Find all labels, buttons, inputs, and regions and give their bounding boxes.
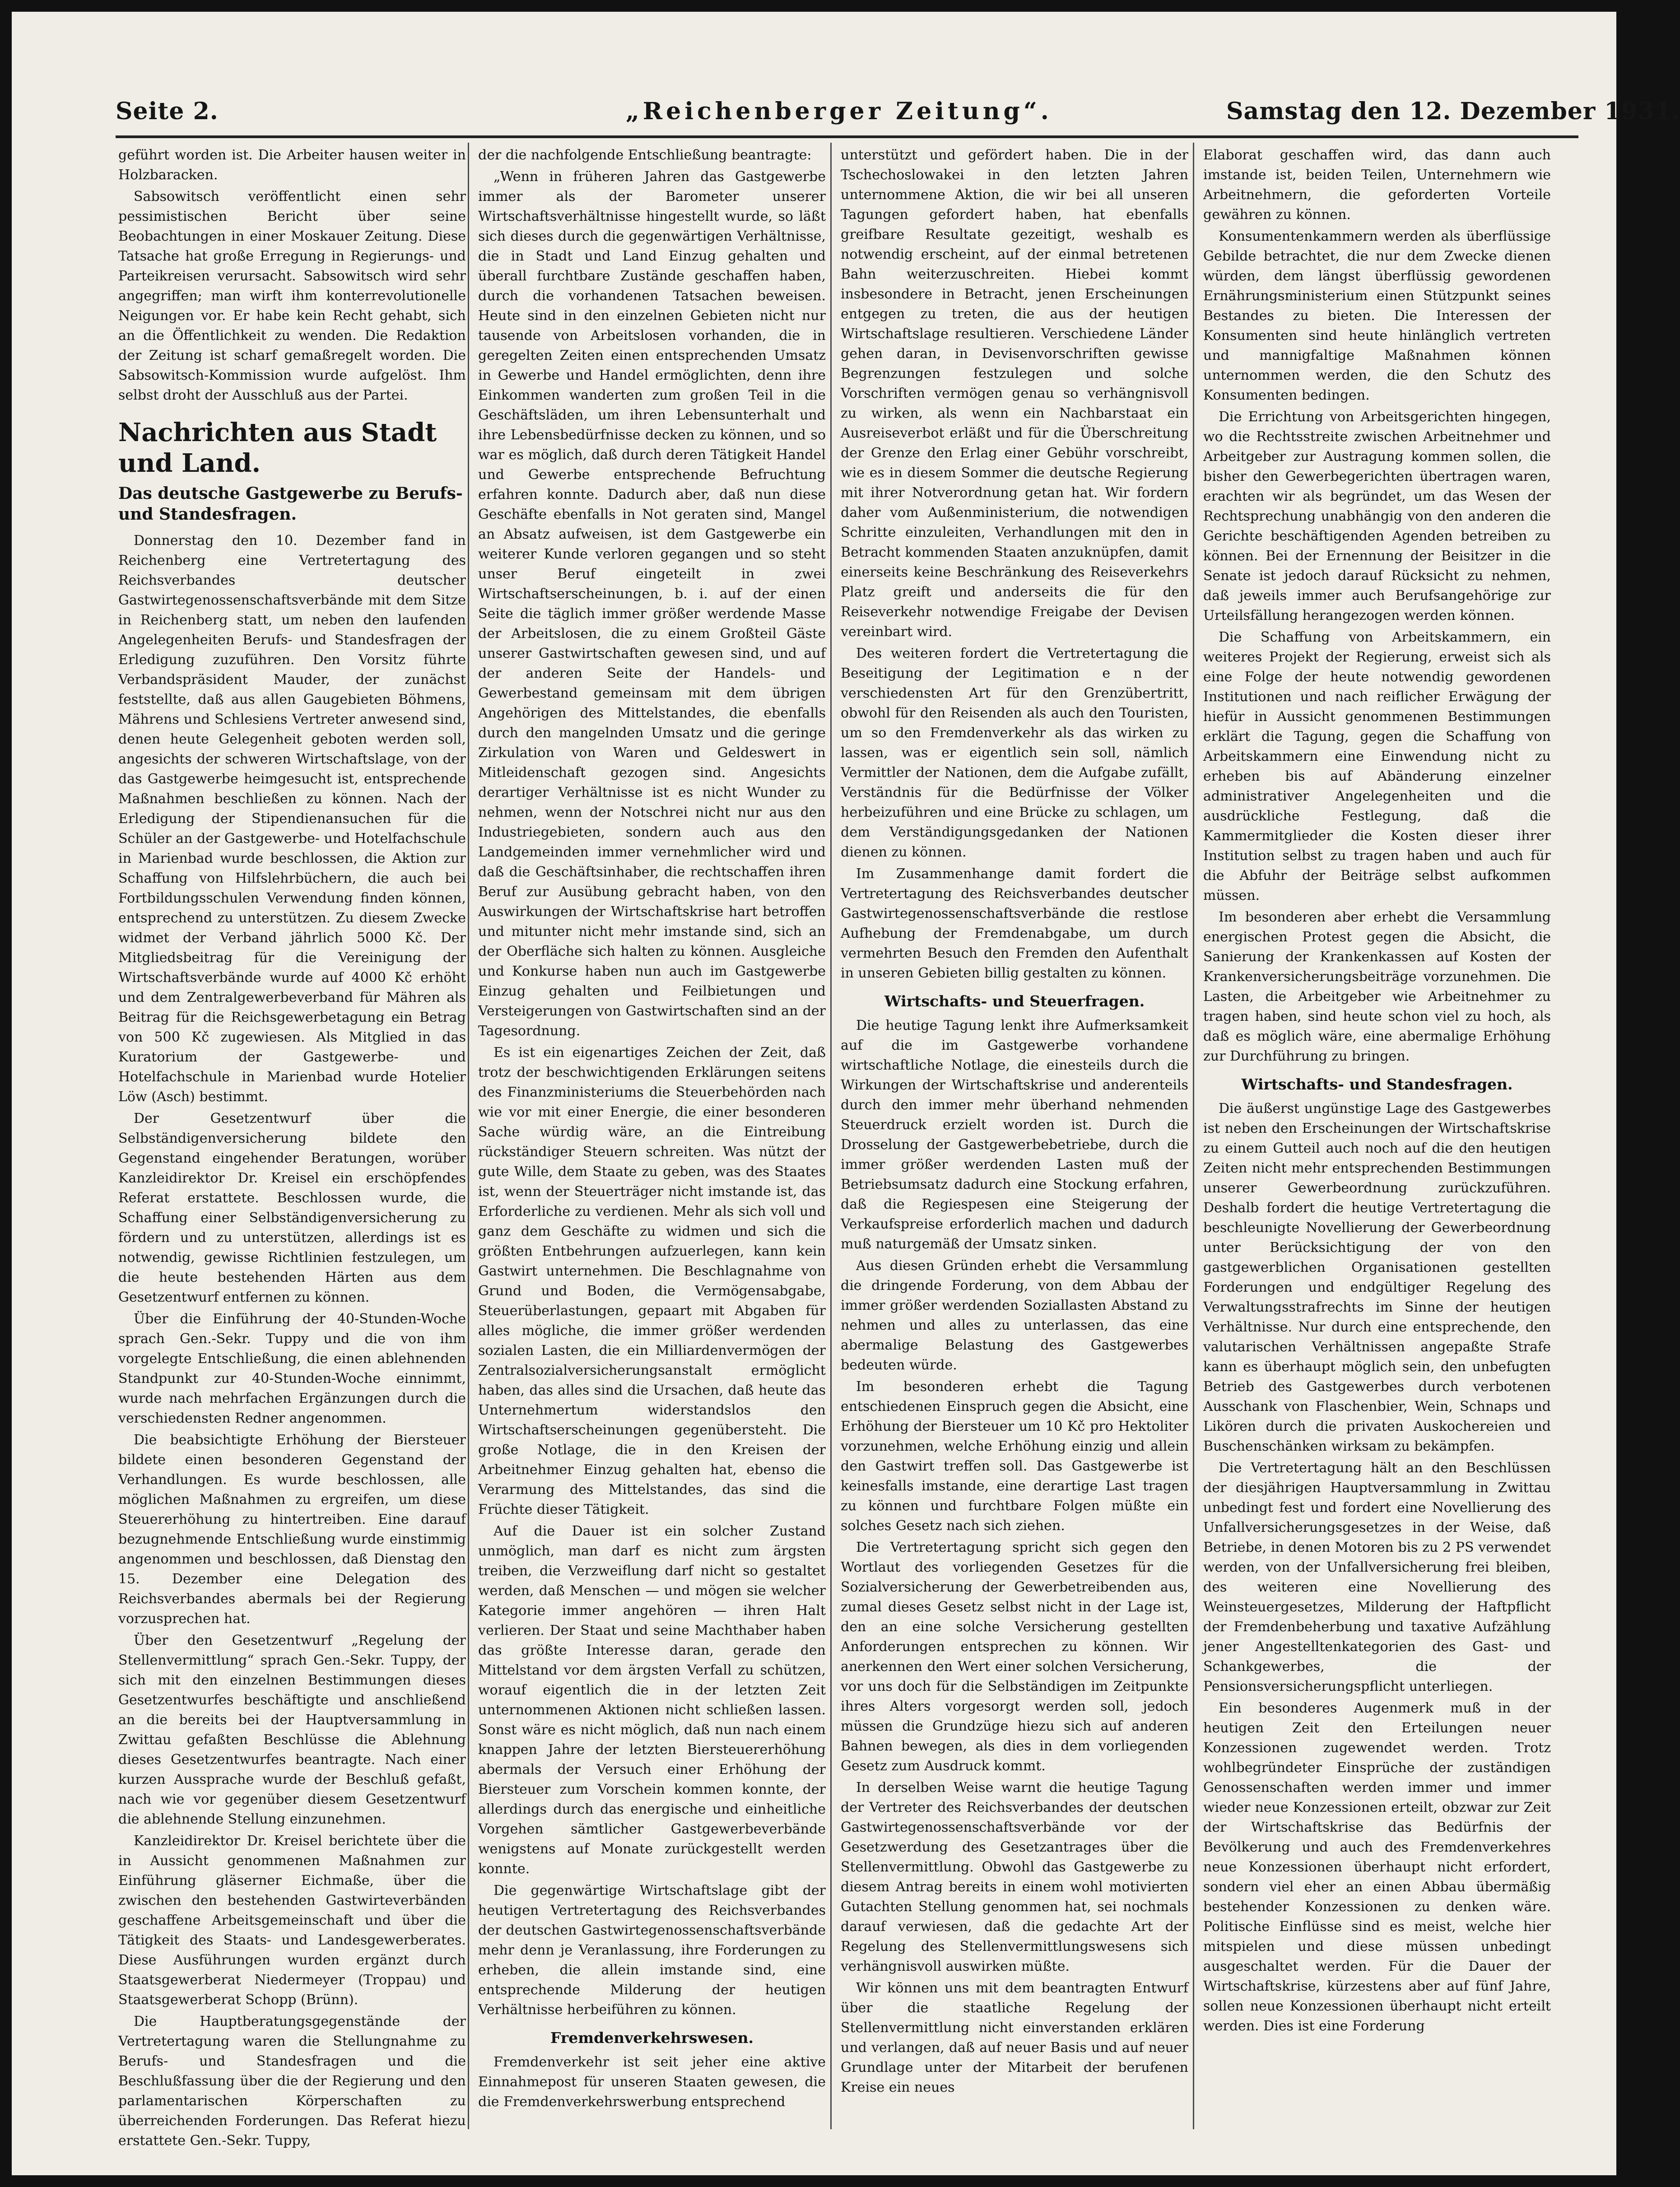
column-4 (1203, 145, 1551, 2150)
column-3 (841, 145, 1188, 2150)
column-1 (118, 145, 466, 2150)
newspaper-page (12, 12, 1680, 2175)
paragraph: Der Gesetzentwurf über die Selbständigenversicherung bildete den Gegenstand eingehender Beratungen, worüber Kanzleidirektor Dr. Kreisel ein erschöpfendes Referat erstattete. Beschlossen wurde, die Schaffung einer Selbständigenversicherung zu fördern und zu unterstützen, allerdings ist es notwendig, gewisse Richtlinien festzulegen, um die heute bestehenden Härten aus dem Gesetzentwurf entfernen zu können. (118, 1111, 466, 1305)
subheading: Fremdenverkehrswesen. (550, 2029, 754, 2047)
paragraph: Donnerstag den 10. Dezember fand in Reichenberg eine Vertretertagung des Reichsverbandes deutscher Gastwirtegenossenschaftsverbände mit dem Sitze in Reichenberg statt, um neben den laufenden Angelegenheiten Berufs- und Standesfragen der Erledigung zuzuführen. Den Vorsitz führte Verbandspräsident Mauder, der zunächst feststellte, daß aus allen Gaugebieten Böhmens, Mährens und Schlesiens Vertreter anwesend sind, denen heute Gelegenheit geboten werden soll, angesichts der schweren Wirtschaftslage, von der das Gastgewerbe heimgesucht ist, entsprechende Maßnahmen beschließen zu können. Nach der Erledigung der Stipendienansuchen für die Schüler an der Gastgewerbe- und Hotelfachschule in Marienbad wurde beschlossen, die Aktion zur Schaffung von Hilfslehrbüchern, die auch bei Fortbildungsschulen Verwendung finden können, entsprechend zu unterstützen. Zu diesem Zwecke widmet der Verband jährlich 5000 Kč. Der Mitgliedsbeitrag für die Vereinigung der Wirtschaftsverbände wurde auf 4000 Kč erhöht und dem Zentralgewerbeverband für Mähren als Beitrag für die Reichsgewerbetagung ein Betrag von 500 Kč zugewiesen. Als Mitglied in das Kuratorium der Gastgewerbe- und Hotelfachschule in Marienbad wurde Hotelier Löw (Asch) bestimmt. (118, 533, 466, 1105)
section-heading: Nachrichten aus Stadt und Land. (118, 418, 437, 478)
paragraph: Die Errichtung von Arbeitsgerichten hingegen, wo die Rechtsstreite zwischen Arbeitnehmer und Arbeitgeber zur Austragung kommen sollen, die bisher den Gewerbegerichten übertragen waren, erachten wir als begründet, um das Wesen der Rechtsprechung unabhängig von den anderen die Gerichte beschäftigenden Agenden betreiben zu können. Bei der Ernennung der Beisitzer in die Senate ist jedoch darauf Rücksicht zu nehmen, daß jeweils immer auch Berufsangehörige zur Urteilsfällung herangezogen werden können. (1203, 409, 1551, 624)
paragraph: Im besonderen aber erhebt die Versammlung energischen Protest gegen die Absicht, die Sanierung der Krankenkassen auf Kosten der Krankenversicherungsbeiträge vorzunehmen. Die Lasten, die Arbeitgeber wie Arbeitnehmer zu tragen haben, sind heute schon viel zu hoch, als daß es möglich wäre, eine abermalige Erhöhung zur Durchführung zu bringen. (1203, 909, 1551, 1064)
page-number: Seite 2. (116, 98, 219, 125)
paragraph: Des weiteren fordert die Vertretertagung die Beseitigung der Legitimation e n der verschiedensten Art für den Grenzübertritt, obwohl für den Reisenden als auch den Touristen, um so den Fremdenverkehr als das wirken zu lassen, was er eigentlich sein soll, nämlich Vermittler der Nationen, dem die Aufgabe zufällt, Verständnis für die Bedürfnisse der Völker herbeizuführen und eine Brücke zu schlagen, um dem Verständigungsgedanken der Nationen dienen zu können. (841, 646, 1188, 860)
paragraph: Fremdenverkehr ist seit jeher eine aktive Einnahmepost für unseren Staaten gewesen, die die Fremdenverkehrswerbung entsprechend (478, 2054, 826, 2110)
paragraph: Auf die Dauer ist ein solcher Zustand unmöglich, man darf es nicht zum ärgsten treiben, die Verzweiflung darf nicht so gestaltet werden, daß Menschen — und mögen sie welcher Kategorie immer angehören — ihren Halt verlieren. Der Staat und seine Machthaber haben das größte Interesse daran, gerade den Mittelstand vor dem ärgsten Verfall zu schützen, worauf eigentlich die in der letzten Zeit unternommenen Aktionen nicht schließen lassen. Sonst wäre es nicht möglich, daß nun nach einem knappen Jahre der letzten Biersteuererhöhung abermals der Versuch einer Erhöhung der Biersteuer zum Vorschein kommen konnte, der allerdings durch das energische und einheitliche Vorgehen sämtlicher Gastgewerbeverbände wenigstens auf Monate zurückgestellt werden konnte. (478, 1523, 826, 1877)
paragraph: Die Schaffung von Arbeitskammern, ein weiteres Projekt der Regierung, erweist sich als eine Folge der heute notwendig gewordenen Institutionen und nach reiflicher Erwägung der hiefür in Aussicht genommenen Bestimmungen erklärt die Tagung, gegen die Schaffung von Arbeitskammern eine Einwendung nicht zu erheben bis auf Abänderung einzelner administrativer Angelegenheiten und die ausdrückliche Festlegung, daß die Kammermitglieder die Kosten dieser ihrer Institution selbst zu tragen haben und auch für die Abfuhr der Beiträge selbst aufkommen müssen. (1203, 629, 1551, 903)
paragraph: Die heutige Tagung lenkt ihre Aufmerksamkeit auf die im Gastgewerbe vorhandene wirtschaftliche Notlage, die einesteils durch die Wirkungen der Wirtschaftskrise und anderenteils durch den immer mehr überhand nehmenden Steuerdruck erzielt worden ist. Durch die Drosselung der Gastgewerbebetriebe, durch die immer größer werdenden Lasten muß der Betriebsumsatz dadurch eine Stockung erfahren, daß die Regiespesen eine Steigerung der Verkaufspreise erforderlich machen und dadurch muß naturgemäß der Umsatz sinken. (841, 1018, 1188, 1252)
article-headline: Das deutsche Gastgewerbe zu Berufs- und Standesfragen. (118, 484, 463, 524)
paragraph: Über den Gesetzentwurf „Regelung der Stellenvermittlung“ sprach Gen.-Sekr. Tuppy, der sich mit den einzelnen Bestimmungen dieses Gesetzentwurfes beschäftigte und anschließend an die bereits bei der Hauptversammlung in Zwittau gefaßten Beschlüsse die Ablehnung dieses Gesetzentwurfes beantragte. Nach einer kurzen Aussprache wurde der Beschluß gefaßt, nach wie vor gegenüber diesem Gesetzentwurf die ablehnende Stellung einzunehmen. (118, 1633, 466, 1827)
paragraph: Die Vertretertagung spricht sich gegen den Wortlaut des vorliegenden Gesetzes für die Sozialversicherung der Gewerbetreibenden aus, zumal dieses Gesetz selbst nicht in der Lage ist, den an eine solche Versicherung gestellten Anforderungen entsprechen zu können. Wir anerkennen den Wert einer solchen Versicherung, vor uns doch für die Selbständigen im Zeitpunkte ihres Alters vorgesorgt werden soll, jedoch müssen die Grundzüge hiezu sich auf anderen Bahnen bewegen, als dies in dem vorliegenden Gesetz zum Ausdruck kommt. (841, 1540, 1188, 1774)
column-divider (1193, 143, 1194, 2129)
paragraph: Die Hauptberatungsgegenstände der Vertretertagung waren die Stellungnahme zu Berufs- und Standesfragen und die Beschlußfassung über die der Regierung und den parlamentarischen Körperschaften zu überreichenden Forderungen. Das Referat hiezu erstattete Gen.-Sekr. Tuppy, (118, 2014, 466, 2149)
masthead-title: „Reichenberger Zeitung“. (626, 98, 1052, 125)
paragraph: Sabsowitsch veröffentlicht einen sehr pessimistischen Bericht über seine Beobachtungen in einer Moskauer Zeitung. Diese Tatsache hat große Erregung in Regierungs- und Parteikreisen verursacht. Sabsowitsch wird sehr angegriffen; man wirft ihm konterrevolutionelle Neigungen vor. Er habe kein Recht gehabt, sich an die Öffentlichkeit zu wenden. Die Redaktion der Zeitung ist scharf gemaßregelt worden. Die Sabsowitsch-Kommission wurde aufgelöst. Ihm selbst droht der Ausschluß aus der Partei. (118, 189, 466, 403)
header-rule (116, 135, 1578, 138)
column-divider (830, 143, 832, 2129)
paragraph: unterstützt und gefördert haben. Die in der Tschechoslowakei in den letzten Jahren unternommene Aktion, die wir bei all unseren Tagungen gefordert haben, hat ebenfalls greifbare Resultate gezeitigt, weshalb es notwendig erscheint, auf der einmal betretenen Bahn weiterzuschreiten. Hiebei kommt insbesondere in Betracht, jenen Erscheinungen entgegen zu treten, die aus der heutigen Wirtschaftslage resultieren. Verschiedene Länder gehen daran, in Devisenvorschriften gewisse Begrenzungen festzulegen und solche Vorschriften vermögen genau so verhängnisvoll zu wirken, als wenn ein Nachbarstaat ein Ausreiseverbot erläßt und für die Überschreitung der Grenze den Erlag einer Gebühr vorschreibt, wie es in diesem Sommer die deutsche Regierung mit ihrer Notverordnung getan hat. Wir fordern daher vom Außenministerium, die notwendigen Schritte einzuleiten, Verhandlungen mit den in Betracht kommenden Staaten anzuknüpfen, damit einerseits keine Beschränkung des Reiseverkehrs Platz greift und anderseits die für den Reiseverkehr notwendige Freigabe der Devisen vereinbart wird. (841, 147, 1188, 640)
column-divider (468, 143, 469, 2129)
paragraph: Die äußerst ungünstige Lage des Gastgewerbes ist neben den Erscheinungen der Wirtschaftskrise zu einem Gutteil auch noch auf die den heutigen Zeiten nicht mehr entsprechenden Bestimmungen unserer Gewerbeordnung zurückzuführen. Deshalb fordert die heutige Vertretertagung die beschleunigte Novellierung der Gewerbeordnung unter Berücksichtigung der von den gastgewerblichen Organisationen gestellten Forderungen und endgültiger Regelung des Verwaltungsstrafrechts im Sinne der heutigen Verhältnisse. Nur durch eine entsprechende, den valutarischen Verhältnissen angepaßte Strafe kann es überhaupt möglich sein, den unbefugten Betrieb des Gastgewerbes durch verbotenen Ausschank von Flaschenbier, Wein, Schnaps und Likören durch die privaten Auskochereien und Buschenschänken wirksam zu bekämpfen. (1203, 1101, 1551, 1454)
paragraph: In derselben Weise warnt die heutige Tagung der Vertreter des Reichsverbandes der deutschen Gastwirtegenossenschaftsverbände vor der Gesetzwerdung des Gesetzantrages über die Stellenvermittlung. Obwohl das Gastgewerbe zu diesem Antrag bereits in einem wohl motivierten Gutachten Stellung genommen hat, sei nochmals darauf verwiesen, daß die gedachte Art der Regelung des Stellenvermittlungswesens sich verhängnisvoll auswirken müßte. (841, 1780, 1188, 1974)
paragraph: Die beabsichtigte Erhöhung der Biersteuer bildete einen besonderen Gegenstand der Verhandlungen. Es wurde beschlossen, alle möglichen Maßnahmen zu ergreifen, um diese Steuererhöhung zu hintertreiben. Eine darauf bezugnehmende Entschließung wurde einstimmig angenommen und beschlossen, daß Dienstag den 15. Dezember eine Delegation des Reichsverbandes abermals bei der Regierung vorzusprechen hat. (118, 1432, 466, 1627)
paragraph: Die Vertretertagung hält an den Beschlüssen der diesjährigen Hauptversammlung in Zwittau unbedingt fest und fordert eine Novellierung des Unfallversicherungsgesetzes in der Weise, daß Betriebe, in denen Motoren bis zu 2 PS verwendet werden, von der Unfallversicherung frei bleiben, des weiteren eine Novellierung des Weinsteuergesetzes, Milderung der Haftpflicht der Fremdenbeherbung und taxative Aufzählung jener Angestelltenkategorien des Gast- und Schankgewerbes, die der Pensionsversicherungspflicht unterliegen. (1203, 1460, 1551, 1694)
page-header (12, 12, 1680, 143)
paragraph: der die nachfolgende Entschließung beantragte: (478, 147, 812, 163)
subheading: Wirtschafts- und Steuerfragen. (884, 992, 1145, 1010)
paragraph: Ein besonderes Augenmerk muß in der heutigen Zeit den Erteilungen neuer Konzessionen zugewendet werden. Trotz wohlbegründeter Einsprüche der zuständigen Genossenschaften werden immer und immer wieder neue Konzessionen erteilt, obzwar zur Zeit der Wirtschaftskrise das Bedürfnis der Bevölkerung und auch des Fremdenverkehres neue Konzessionen überhaupt nicht erfordert, sondern viel eher an einen Abbau übermäßig bestehender Konzessionen zu denken wäre. Politische Einflüsse sind es meist, welche hier mitspielen und diese müssen unbedingt ausgeschaltet werden. Für die Dauer der Wirtschaftskrise, kürzestens aber auf fünf Jahre, sollen neue Konzessionen überhaupt nicht erteilt werden. Dies ist eine Forderung (1203, 1700, 1551, 2034)
column-2 (478, 145, 826, 2150)
subheading: Wirtschafts- und Standesfragen. (1241, 1075, 1513, 1093)
paragraph: Konsumentenkammern werden als überflüssige Gebilde betrachtet, die nur dem Zwecke dienen würden, dem längst überflüssig gewordenen Ernährungsministerium einen Stützpunkt seines Bestandes zu bieten. Die Interessen der Konsumenten sind heute hinlänglich vertreten und mannigfaltige Maßnahmen können unternommen werden, die den Schutz des Konsumenten bedingen. (1203, 228, 1551, 403)
paragraph: Über die Einführung der 40-Stunden-Woche sprach Gen.-Sekr. Tuppy und die von ihm vorgelegte Entschließung, die einen ablehnenden Standpunkt zur 40-Stunden-Woche einnimmt, wurde nach mehrfachen Ergänzungen durch die verschiedensten Redner angenommen. (118, 1311, 466, 1426)
paragraph: Es ist ein eigenartiges Zeichen der Zeit, daß trotz der beschwichtigenden Erklärungen seitens des Finanzministeriums die Steuerbehörden nach wie vor mit einer Energie, die einer besonderen Sache würdig wäre, an die Eintreibung rückständiger Steuern schreiten. Was nützt der gute Wille, dem Staate zu geben, was des Staates ist, wenn der Steuerträger nicht imstande ist, das Erforderliche zu verdienen. Mehr als sich voll und ganz dem Geschäfte zu widmen und sich die größten Entbehrungen aufzuerlegen, kann kein Gastwirt unternehmen. Die Beschlagnahme von Grund und Boden, die Vermögensabgabe, Steuerüberlastungen, gepaart mit Abgaben für alles mögliche, die immer größer werdenden sozialen Lasten, die ein Milliardenvermögen der Zentralsozialversicherungsanstalt ermöglicht haben, das alles sind die Ursachen, daß heute das Unternehmertum widerstandslos den Wirtschaftserscheinungen gegenübersteht. Die große Notlage, die in den Kreisen der Arbeitnehmer Einzug gehalten hat, ebenso die Verarmung des Mittelstandes, das sind die Früchte dieser Tätigkeit. (478, 1045, 826, 1517)
paragraph: Aus diesen Gründen erhebt die Versammlung die dringende Forderung, von dem Abbau der immer größer werdenden Soziallasten Abstand zu nehmen und alles zu unterlassen, das eine abermalige Belastung des Gastgewerbes bedeuten würde. (841, 1258, 1188, 1373)
issue-date: Samstag den 12. Dezember 1931. (1226, 98, 1680, 125)
paragraph: geführt worden ist. Die Arbeiter hausen weiter in Holzbaracken. (118, 147, 466, 183)
paragraph: „Wenn in früheren Jahren das Gastgewerbe immer als der Barometer unserer Wirtschaftsverhältnisse hingestellt wurde, so läßt sich dieses durch die gegenwärtigen Verhältnisse, die in Stadt und Land Einzug gehalten und überall furchtbare Zustände geschaffen haben, durch die vorhandenen Tatsachen beweisen. Heute sind in den einzelnen Gebieten nicht nur tausende von Arbeitslosen vorhanden, die in geregelten Zeiten einen entsprechenden Umsatz in Gewerbe und Handel ermöglichten, denn ihre Einkommen wanderten zum großen Teil in die Geschäftsläden, um ihren Lebensunterhalt und ihre Lebensbedürfnisse decken zu können, und so war es möglich, daß durch deren Tätigkeit Handel und Gewerbe entsprechende Befruchtung erfahren konnte. Dadurch aber, daß nun diese Geschäfte ebenfalls in Not geraten sind, Mangel an Absatz aufweisen, ist dem Gastgewerbe ein weiterer Kunde verloren gegangen und so steht unser Beruf eingeteilt in zwei Wirtschaftserscheinungen, b. i. auf der einen Seite die täglich immer größer werdende Masse der Arbeitslosen, die zu einem Großteil Gäste unserer Gastwirtschaften gewesen sind, und auf der anderen Seite der Handels- und Gewerbestand gemeinsam mit dem übrigen Angehörigen des Mittelstandes, die ebenfalls durch den mangelnden Umsatz und die geringe Zirkulation von Waren und Geldeswert in Mitleidenschaft gezogen sind. Angesichts derartiger Verhältnisse ist es nicht Wunder zu nehmen, wenn der Notschrei nicht nur aus den Industriegebieten, sondern auch aus den Landgemeinden immer vernehmlicher wird und daß die Geschäftsinhaber, die rechtschaffen ihren Beruf zur Ausübung gebracht haben, von den Auswirkungen der Wirtschaftskrise hart betroffen und mitunter nicht mehr imstande sind, sich an der Oberfläche sich halten zu können. Ausgleiche und Konkurse haben nun auch im Gastgewerbe Einzug gehalten und Feilbietungen und Versteigerungen von Gastwirtschaften sind an der Tagesordnung. (478, 169, 826, 1039)
paragraph: Kanzleidirektor Dr. Kreisel berichtete über die in Aussicht genommenen Maßnahmen zur Einführung gläserner Eichmaße, über die zwischen den bestehenden Gastwirteverbänden geschaffene Arbeitsgemeinschaft und über die Tätigkeit des Staats- und Landesgewerberates. Diese Ausführungen wurden ergänzt durch Staatsgewerberat Niedermeyer (Troppau) und Staatsgewerberat Schopp (Brünn). (118, 1833, 466, 2008)
paragraph: Im Zusammenhange damit fordert die Vertretertagung des Reichsverbandes deutscher Gastwirtegenossenschaftsverbände die restlose Aufhebung der Fremdenabgabe, um durch vermehrten Besuch den Fremden den Aufenthalt in unseren Gebieten billig gestalten zu können. (841, 866, 1188, 981)
paragraph: Die gegenwärtige Wirtschaftslage gibt der heutigen Vertretertagung des Reichsverbandes der deutschen Gastwirtegenossenschaftsverbände mehr denn je Veranlassung, ihre Forderungen zu erheben, die allein imstande sind, eine entsprechende Milderung der heutigen Verhältnisse herbeiführen zu können. (478, 1883, 826, 2018)
paragraph: Elaborat geschaffen wird, das dann auch imstande ist, beiden Teilen, Unternehmern wie Arbeitnehmern, die geforderten Vorteile gewähren zu können. (1203, 147, 1551, 223)
paragraph: Wir können uns mit dem beantragten Entwurf über die staatliche Regelung der Stellenvermittlung nicht einverstanden erklären und verlangen, daß auf neuer Basis und auf neuer Grundlage unter der Mitarbeit der berufenen Kreise ein neues (841, 1980, 1188, 2095)
paragraph: Im besonderen erhebt die Tagung entschiedenen Einspruch gegen die Absicht, eine Erhöhung der Biersteuer um 10 Kč pro Hektoliter vorzunehmen, welche Erhöhung einzig und allein den Gastwirt treffen soll. Das Gastgewerbe ist keinesfalls imstande, eine derartige Last tragen zu können und furchtbare Folgen müßte ein solches Gesetz nach sich ziehen. (841, 1379, 1188, 1534)
